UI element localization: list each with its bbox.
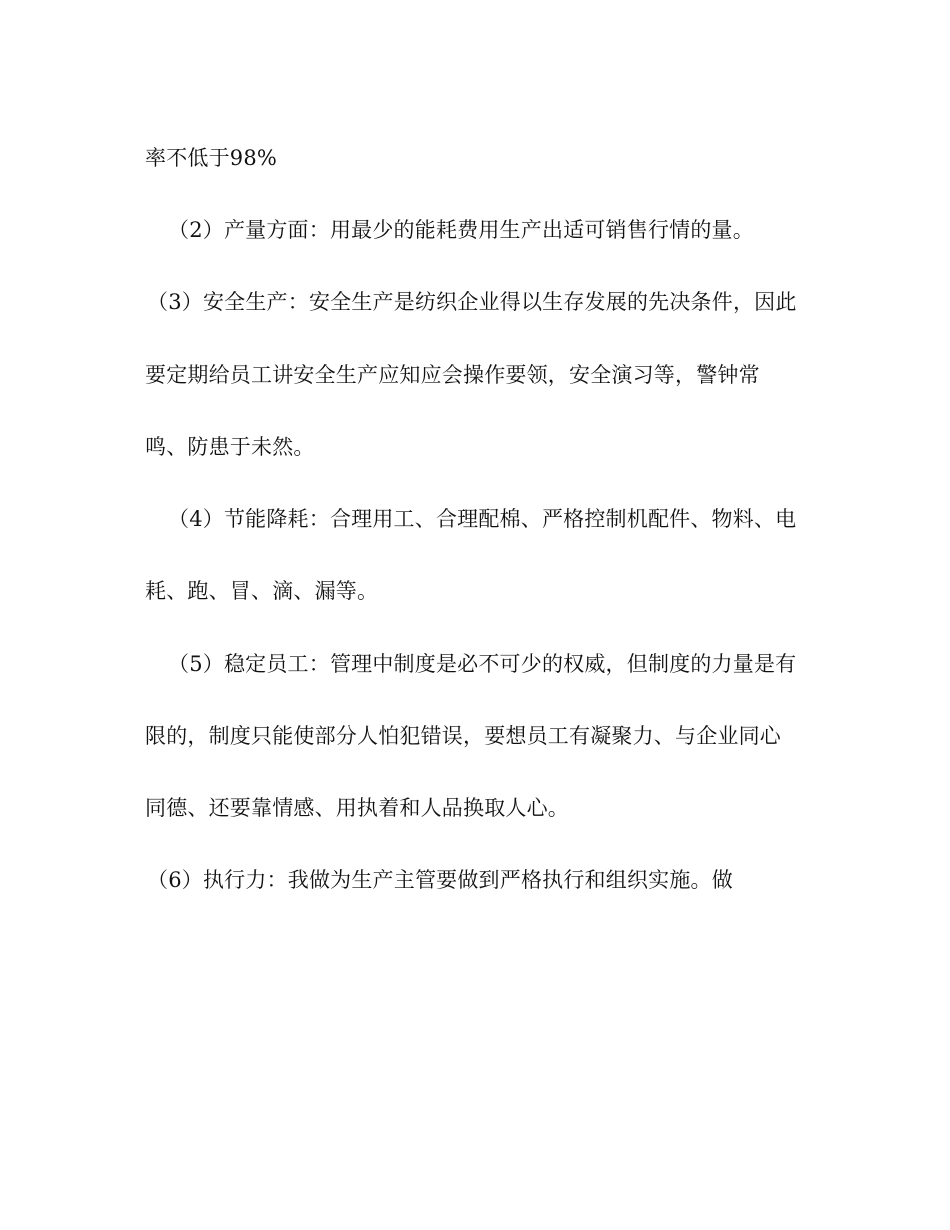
text-line-6: （4）节能降耗：合理用工、合理配棉、严格控制机配件、物料、电 (168, 507, 797, 531)
text-line-4: 要定期给员工讲安全生产应知应会操作要领，安全演习等，警钟常 (145, 363, 760, 387)
text-line-3: （3）安全生产：安全生产是纺织企业得以生存发展的先决条件，因此 (147, 290, 797, 314)
text-line-11: （6）执行力：我做为生产主管要做到严格执行和组织实施。做 (147, 868, 733, 892)
text-line-1: 率不低于98% (145, 146, 278, 170)
text-line-9: 限的，制度只能使部分人怕犯错误，要想员工有凝聚力、与企业同心 (145, 724, 781, 748)
text-line-8: （5）稳定员工：管理中制度是必不可少的权威，但制度的力量是有 (168, 652, 797, 676)
text-line-7: 耗、跑、冒、滴、漏等。 (145, 579, 379, 603)
text-line-5: 鸣、防患于未然。 (145, 435, 315, 459)
text-line-10: 同德、还要靠情感、用执着和人品换取人心。 (145, 796, 569, 820)
text-line-2: （2）产量方面：用最少的能耗费用生产出适可销售行情的量。 (168, 218, 754, 242)
